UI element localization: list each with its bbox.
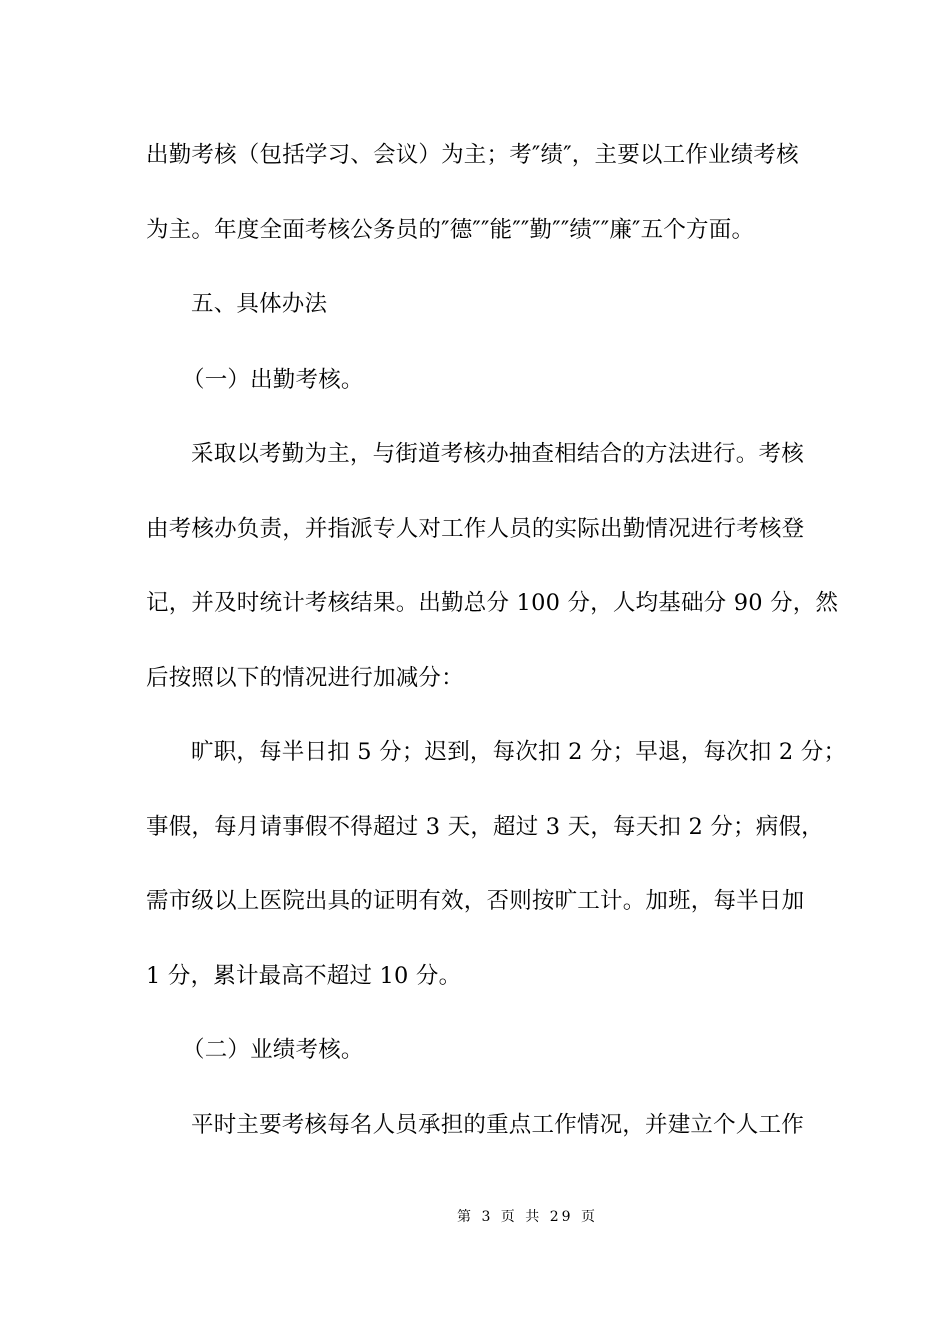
paragraph-line: 后按照以下的情况进行加减分： [146,665,464,691]
page-number: 第 3 页 共 29 页 [457,1209,598,1225]
subsection-heading: （一）出勤考核。 [182,367,364,393]
paragraph-line: 1 分，累计最高不超过 10 分。 [146,963,462,989]
paragraph-line: 出勤考核（包括学习、会议）为主；考″绩″，主要以工作业绩考核 [146,142,799,168]
section-heading: 五、具体办法 [191,291,328,317]
subsection-heading: （二）业绩考核。 [182,1037,364,1063]
paragraph-line: 事假，每月请事假不得超过 3 天，超过 3 天，每天扣 2 分；病假， [146,814,824,840]
paragraph-line: 采取以考勤为主，与街道考核办抽查相结合的方法进行。考核 [191,441,804,467]
paragraph-line: 平时主要考核每名人员承担的重点工作情况，并建立个人工作 [191,1112,804,1138]
paragraph-line: 为主。年度全面考核公务员的″德″″能″″勤″″绩″″廉″五个方面。 [146,217,755,243]
paragraph-line: 由考核办负责，并指派专人对工作人员的实际出勤情况进行考核登 [146,516,805,542]
paragraph-line: 记，并及时统计考核结果。出勤总分 100 分，人均基础分 90 分，然 [146,590,839,616]
page-footer [0,1208,950,1226]
paragraph-line: 旷职，每半日扣 5 分；迟到，每次扣 2 分；早退，每次扣 2 分； [191,739,847,765]
paragraph-line: 需市级以上医院出具的证明有效，否则按旷工计。加班，每半日加 [146,888,805,914]
